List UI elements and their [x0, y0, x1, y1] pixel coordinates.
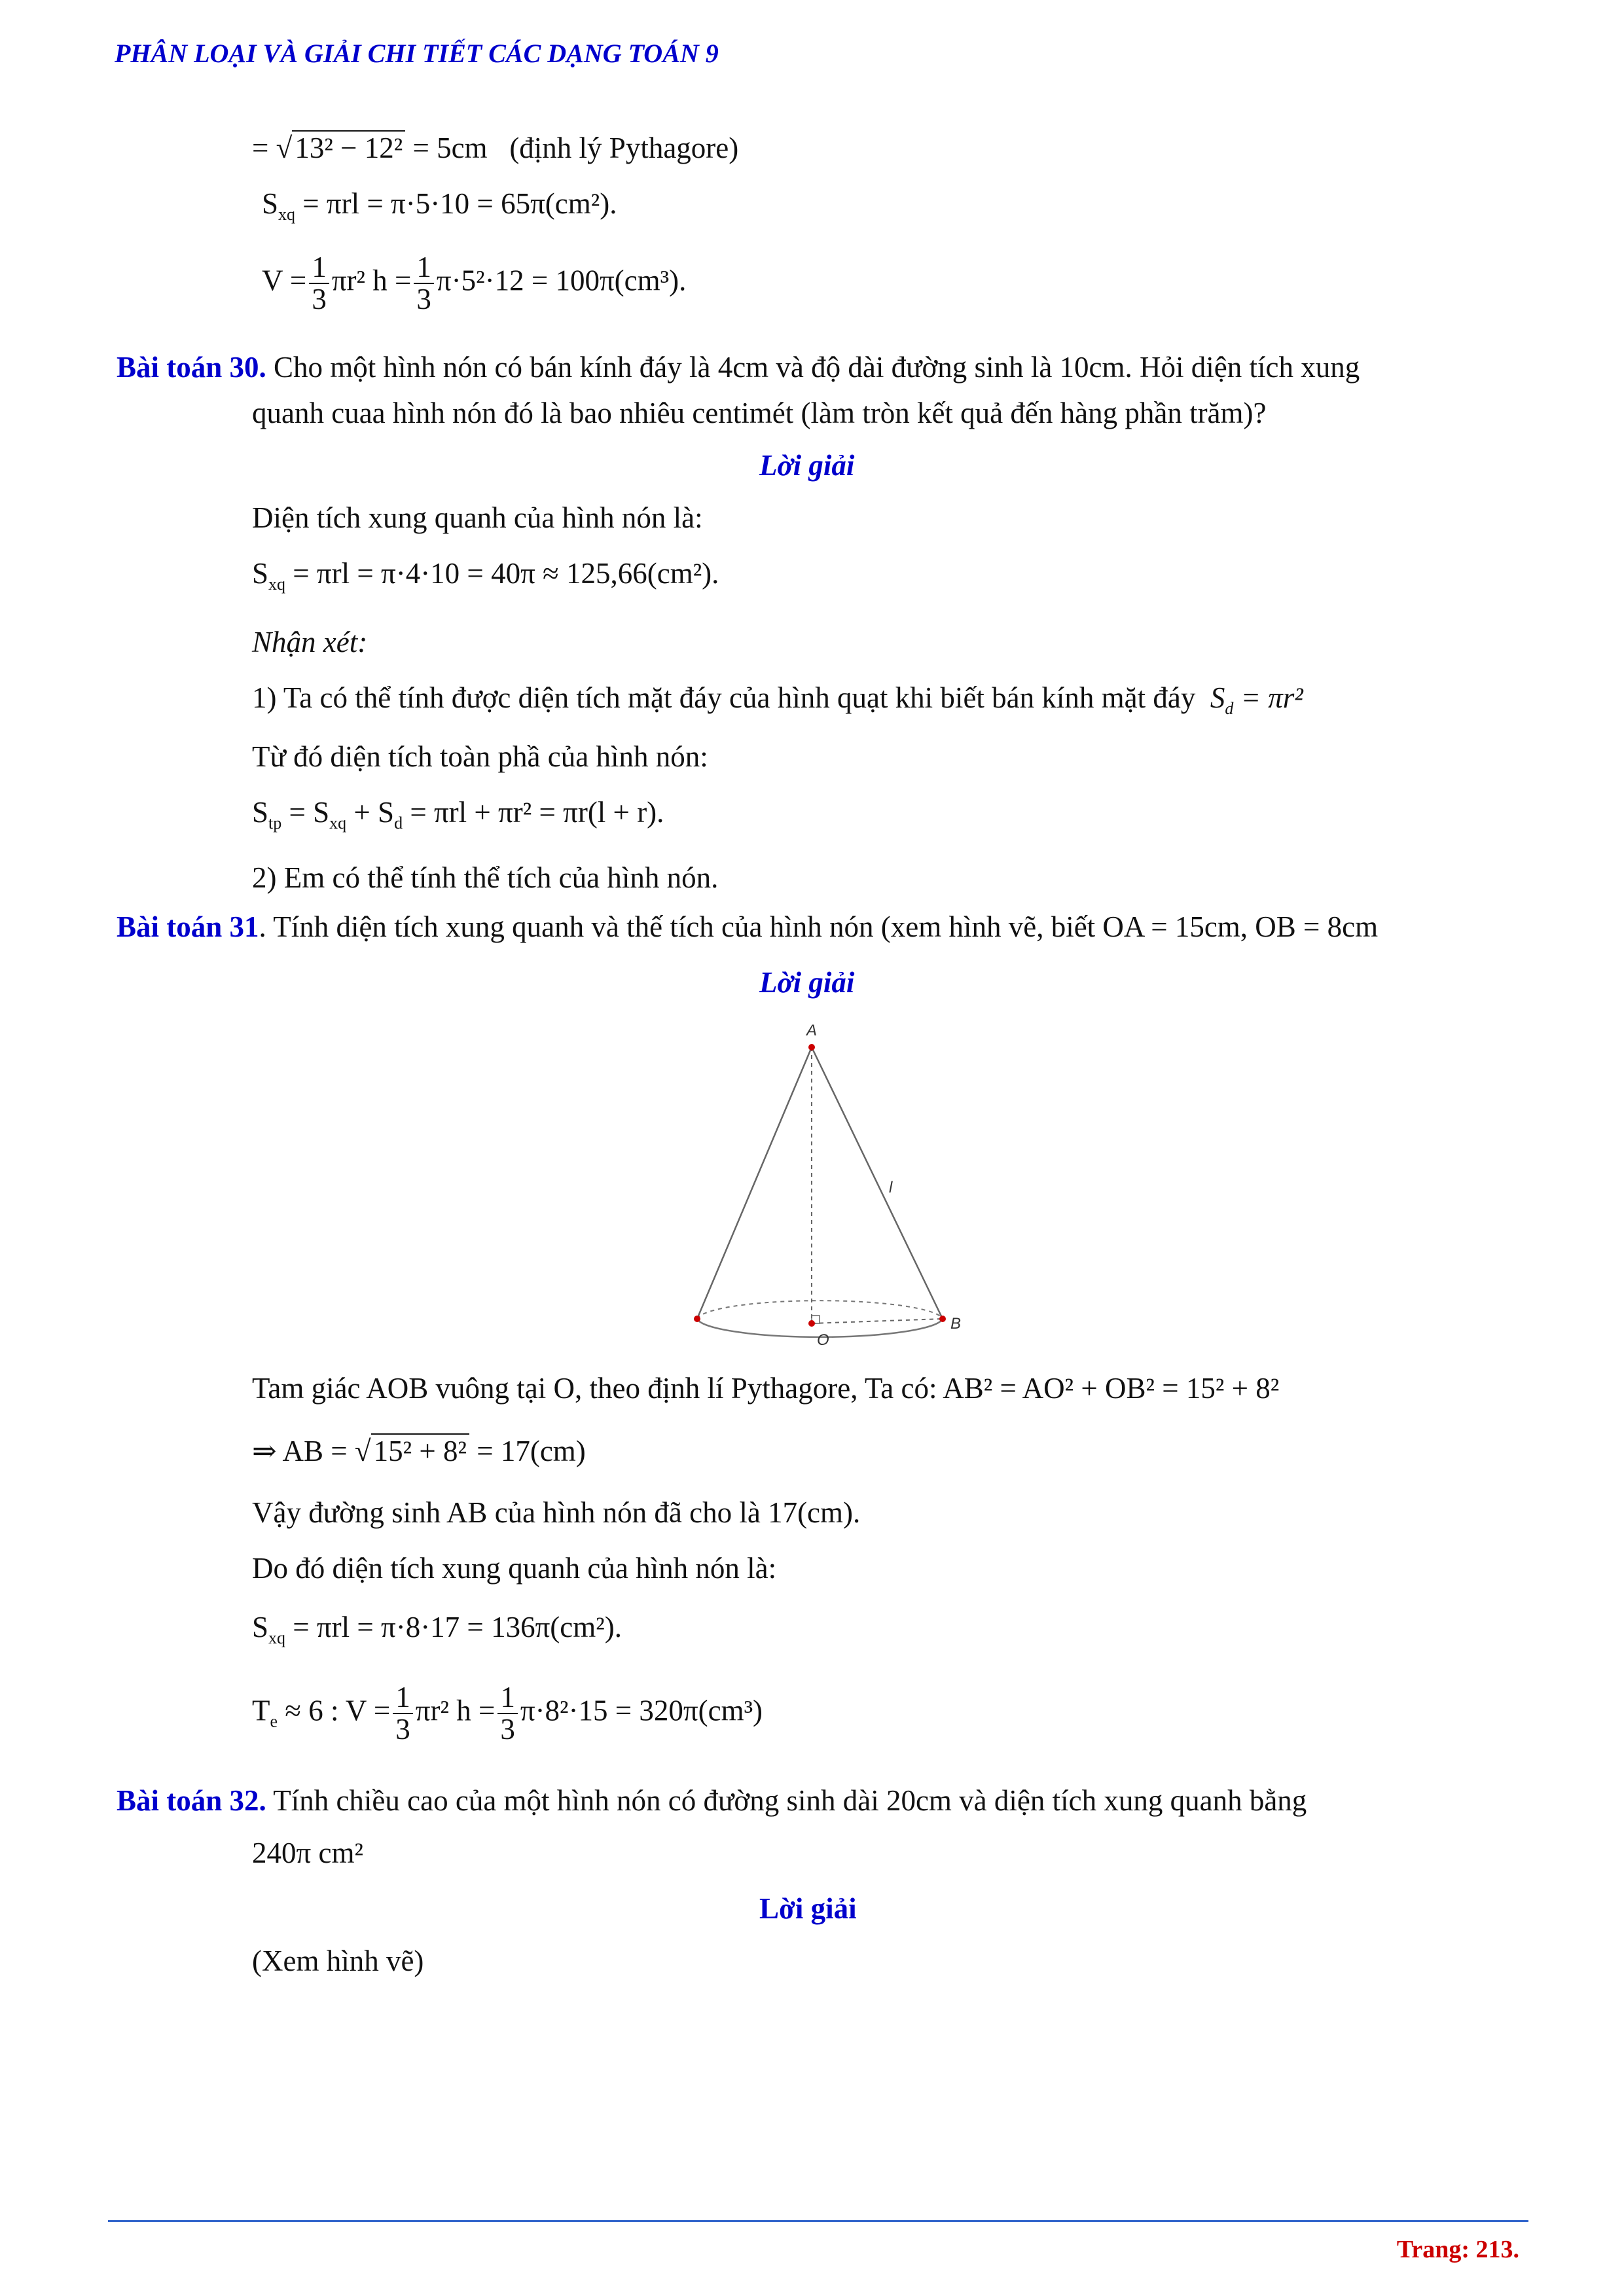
pythagore-line: = √13² − 12² = 5cm (định lý Pythagore): [252, 132, 739, 164]
p30-r4: 2) Em có thể tính thể tích của hình nón.: [252, 861, 719, 894]
p31-s5: $S_{xq} = \pi rl = \pi\cdot 8\cdot 17 = 136\pi(cm^2)$.: [252, 1611, 622, 1647]
p31-s6: $T_e \approx 6$ : V = $\frac{1}{3}$ πr² h = $\frac{1}{3}$ π·8²·15 = 320π(cm³): [252, 1681, 763, 1746]
point-b: [939, 1316, 946, 1322]
one-third: $\frac{1}{3}$: [309, 252, 329, 315]
problem-31-label: Bài toán 31: [117, 910, 259, 943]
p31-s2-post: = 17(cm): [477, 1435, 586, 1467]
footer-divider: [108, 2220, 1528, 2222]
problem-30: [117, 350, 1360, 384]
page-header: PHÂN LOẠI VÀ GIẢI CHI TIẾT CÁC DẠNG TOÁN 9: [115, 39, 719, 68]
problem-30-text-2: quanh cuaa hình nón đó là bao nhiêu centimét (làm tròn kết quả đến hàng phần trăm)?: [252, 397, 1267, 429]
slant-left: [697, 1047, 812, 1319]
p31-s6-pre: ≈ 6 : V =: [285, 1694, 391, 1727]
solution-heading-32: Lời giải: [759, 1892, 857, 1925]
p31-s2-pre: ⇒ AB =: [252, 1435, 348, 1467]
p30-r1-text: 1) Ta có thể tính được diện tích mặt đáy của hình quạt khi biết bán kính mặt đáy: [252, 681, 1196, 714]
p31-s4: Do đó diện tích xung quanh của hình nón là:: [252, 1552, 777, 1585]
p30-r1: 1) Ta có thể tính được diện tích mặt đáy của hình quạt khi biết bán kính mặt đáy $S_d = \pi r^2$: [252, 681, 1303, 718]
p30-r1-formula: = πr²: [1240, 681, 1303, 714]
problem-32-text: Tính chiều cao của một hình nón có đường sinh dài 20cm và diện tích xung quanh bằng: [273, 1784, 1307, 1817]
formula: = πrl = π·5·10 = 65π(cm²).: [302, 187, 617, 220]
point-left: [694, 1316, 700, 1322]
volume-part1: πr² h =: [331, 264, 412, 297]
solution-heading-30: Lời giải: [759, 449, 855, 482]
p31-s3: Vậy đường sinh AB của hình nón đã cho là 17(cm).: [252, 1496, 861, 1529]
p30-r2: Từ đó diện tích toàn phầ của hình nón:: [252, 740, 708, 773]
p31-s6-post: π·8²·15 = 320π(cm³): [520, 1694, 763, 1727]
radicand: 13² − 12²: [292, 130, 405, 164]
point-a: [808, 1044, 815, 1050]
lateral-area-line: $S_{xq} = \pi rl = \pi\cdot 5\cdot 10 = 65\pi(cm^2)$.: [262, 187, 617, 224]
p30-r3-formula: = πrl + πr² = πr(l + r).: [410, 796, 664, 829]
p31-frac-2: $\frac{1}{3}$: [497, 1682, 518, 1746]
p30-r3: $S_{tp} = S_{xq} + S_d = \pi rl + \pi r^2 = \pi r(l + r)$.: [252, 796, 664, 833]
p32-s1: (Xem hình vẽ): [252, 1945, 424, 1977]
label-b: B: [950, 1315, 962, 1333]
label-o: O: [817, 1331, 829, 1349]
p31-s6-mid: πr² h =: [415, 1694, 496, 1727]
remark-label: Nhận xét:: [252, 626, 368, 658]
problem-31: [117, 910, 1378, 944]
problem-31-text: . Tính diện tích xung quanh và thế tích của hình nón (xem hình vẽ, biết OA = 15cm, OB = 8cm: [259, 910, 1379, 943]
page-number: Trang: 213.: [1396, 2236, 1519, 2263]
cone-figure: [681, 1021, 982, 1361]
p30-s2-formula: = πrl = π·4·10 = 40π ≈ 125,66(cm²).: [293, 557, 719, 590]
one-third-2: $\frac{1}{3}$: [414, 252, 434, 315]
volume-part2: π·5²·12 = 100π(cm³).: [436, 264, 687, 297]
p31-s2-rad: 15² + 8²: [371, 1433, 469, 1467]
p31-s5-formula: = πrl = π·8·17 = 136π(cm²).: [293, 1611, 622, 1643]
problem-32: [117, 1784, 1307, 1818]
problem-30-label: Bài toán 30.: [117, 351, 266, 384]
p31-s1: Tam giác AOB vuông tại O, theo định lí Pythagore, Ta có: AB² = AO² + OB² = 15² + 8²: [252, 1372, 1280, 1405]
problem-30-text: Cho một hình nón có bán kính đáy là 4cm và độ dài đường sinh là 10cm. Hỏi diện tích xung: [274, 351, 1360, 384]
problem-32-label: Bài toán 32.: [117, 1784, 266, 1817]
point-o: [808, 1320, 815, 1327]
p30-s2: $S_{xq} = \pi rl = \pi\cdot 4\cdot 10 = 40\pi \approx 125,66(cm^2)$.: [252, 557, 719, 594]
volume-line: V = $\frac{1}{3}$ πr² h = $\frac{1}{3}$ π·5²·12 = 100π(cm³).: [262, 251, 687, 316]
label-l: l: [889, 1179, 893, 1196]
slant-right: [812, 1047, 943, 1319]
radius-line: [812, 1319, 943, 1323]
p30-s1: Diện tích xung quanh của hình nón là:: [252, 501, 703, 534]
solution-heading-31: Lời giải: [759, 966, 855, 999]
p31-frac-1: $\frac{1}{3}$: [393, 1682, 413, 1746]
label-a: A: [806, 1022, 818, 1039]
result: = 5cm: [412, 132, 488, 164]
p31-s2: ⇒ AB = √15² + 8² = 17(cm): [252, 1435, 586, 1467]
note: (định lý Pythagore): [509, 132, 739, 164]
problem-32-text-2: 240π cm²: [252, 1837, 363, 1869]
